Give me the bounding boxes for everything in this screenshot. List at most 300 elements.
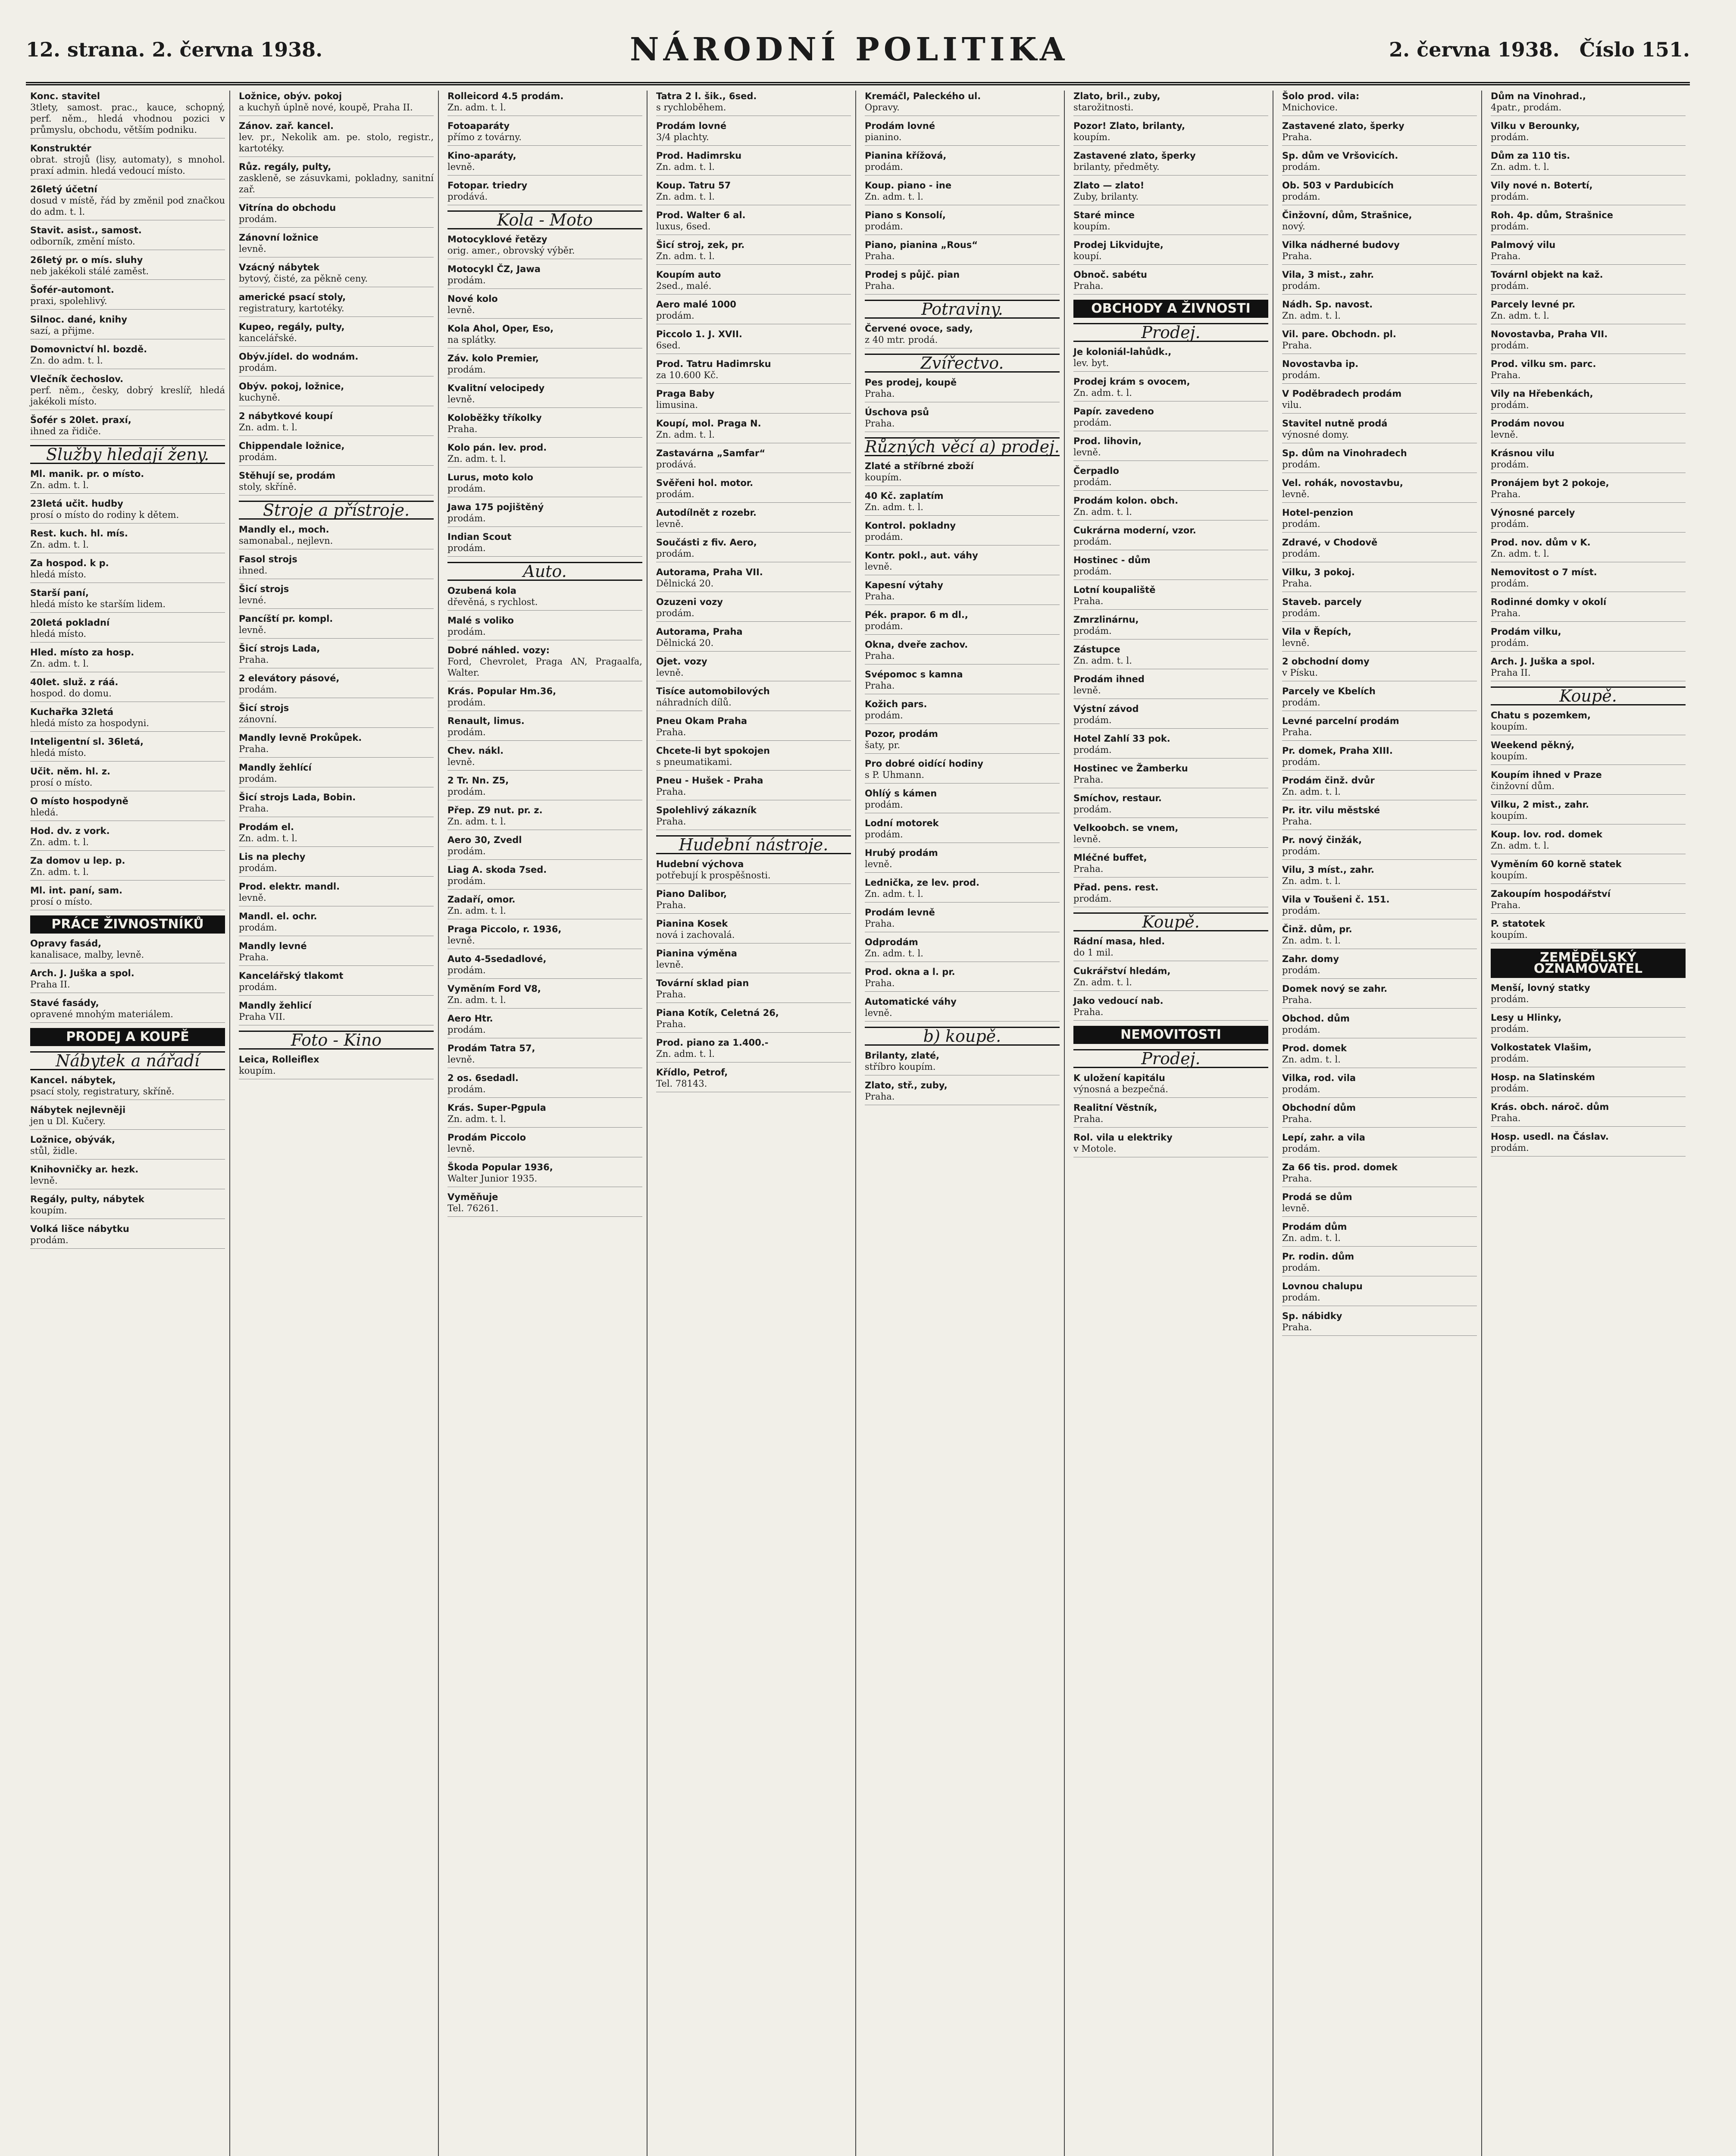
ad-heading: Lurus, moto kolo [447, 472, 533, 483]
ad-heading: Lesy u Hlinky, [1491, 1012, 1562, 1023]
ad-heading: Prodej s půjč. pian [865, 270, 960, 280]
ad-body: prodám. [447, 627, 486, 637]
ad-heading: Růz. regály, pulty, [239, 162, 332, 172]
ad-body: opravené mnohým materiálem. [30, 1009, 173, 1019]
classified-ad [239, 321, 434, 347]
ad-heading: Rádní masa, hled. [1073, 936, 1165, 946]
ad-heading: Zdravé, v Chodově [1282, 537, 1378, 548]
ad-body: Dělnická 20. [656, 638, 714, 648]
classified-ad [865, 150, 1060, 175]
classified-ad [1073, 180, 1268, 205]
classified-ad [1282, 1013, 1477, 1038]
classified-ad [447, 1162, 642, 1187]
ad-body: Zn. adm. t. l. [865, 889, 923, 899]
ad-body: Praha. [656, 1019, 686, 1029]
ad-body: registratury, kartotéky. [239, 303, 344, 313]
ad-heading: Papír. zavedeno [1073, 406, 1154, 417]
classified-ad [1282, 1281, 1477, 1306]
classified-ad [865, 180, 1060, 205]
ad-body: 4patr., prodám. [1491, 102, 1562, 113]
classified-ad [1073, 733, 1268, 758]
ad-body: koupím. [1073, 132, 1110, 142]
ad-body: prodám. [239, 982, 277, 992]
ad-body: koupím. [1491, 811, 1528, 821]
ad-heading: Pr. itr. vilu městské [1282, 805, 1380, 815]
ad-body: prodám. [1491, 221, 1529, 232]
ad-heading: K uložení kapitálu [1073, 1073, 1165, 1083]
ad-heading: Vilka nádherné budovy [1282, 240, 1400, 250]
ad-heading: Křídlo, Petrof, [656, 1067, 728, 1078]
ad-heading: Motocyklové řetězy [447, 234, 547, 244]
ad-body: Zn. adm. t. l. [447, 1114, 506, 1124]
classified-ad [30, 825, 225, 851]
classified-ad [1073, 436, 1268, 461]
ad-heading: Zlato, bril., zuby, [1073, 91, 1160, 101]
ad-heading: Automatické váhy [865, 997, 957, 1007]
ad-heading: Obchod. dům [1282, 1013, 1350, 1024]
ad-body: přímo z továrny. [447, 132, 522, 142]
ad-body: v Motole. [1073, 1144, 1117, 1154]
ad-body: prodám. [1073, 715, 1112, 725]
ad-body: prodám. [447, 1084, 486, 1094]
ad-body: koupím. [1073, 221, 1110, 232]
ad-heading: Pianina výměna [656, 948, 737, 959]
ad-heading: Malé s voliko [447, 615, 514, 626]
ad-heading: Vilka, rod. vila [1282, 1073, 1356, 1083]
ad-heading: Stěhují se, prodám [239, 470, 335, 481]
ad-heading: Vilu, 3 míst., zahr. [1282, 865, 1375, 875]
ad-heading: Sp. nábidky [1282, 1311, 1342, 1321]
ad-heading: 2 os. 6sedadl. [447, 1073, 519, 1083]
ad-heading: Zástupce [1073, 644, 1120, 655]
classified-ad [1282, 953, 1477, 979]
classified-ad [865, 818, 1060, 843]
classified-ad [447, 1102, 642, 1128]
ad-heading: 23letá učit. hudby [30, 498, 123, 509]
section-heading: Zvířectvo. [865, 354, 1060, 373]
classified-ad [1073, 584, 1268, 610]
ad-heading: Chippendale ložnice, [239, 441, 345, 451]
ad-heading: Lotní koupaliště [1073, 585, 1156, 595]
ad-body: prodám. [1491, 132, 1529, 142]
ad-body: ihned. [239, 565, 268, 576]
ad-body: 3tlety, samost. prac., kauce, schopný, perf. něm., hledá vhodnou pozici v průmyslu, obchodu, větším podniku. [30, 102, 225, 135]
column-8 [1486, 91, 1690, 2156]
classified-ad [656, 388, 851, 414]
classified-ad [30, 1104, 225, 1130]
ad-heading: Prodám Piccolo [447, 1132, 526, 1143]
ad-body: Praha. [1073, 774, 1104, 785]
ad-heading: Volká lišce nábytku [30, 1224, 129, 1234]
classified-ad [30, 225, 225, 250]
ad-body: Zn. adm. t. l. [1282, 310, 1341, 321]
ad-body: Zuby, brilanty. [1073, 191, 1139, 202]
ad-body: Zn. adm. t. l. [447, 906, 506, 916]
classified-ad [1491, 1131, 1686, 1156]
ad-heading: Piano s Konsolí, [865, 210, 946, 220]
ad-body: prodám. [1282, 608, 1320, 618]
ad-heading: Červené ovoce, sady, [865, 323, 973, 334]
ad-heading: Koupím ihned v Praze [1491, 770, 1602, 780]
ad-heading: Opravy fasád, [30, 938, 102, 949]
classified-ad [239, 351, 434, 376]
classified-ad [656, 626, 851, 652]
ad-body: koupí. [1073, 251, 1102, 261]
ad-heading: Arch. J. Juška a spol. [1491, 656, 1595, 667]
ad-heading: Za domov u lep. p. [30, 856, 125, 866]
ad-body: prodám. [239, 774, 277, 784]
ad-heading: Prodá se dům [1282, 1192, 1352, 1202]
ad-body: levně. [656, 519, 684, 529]
ad-body: Praha. [1282, 1173, 1312, 1184]
ad-heading: Nemovitost o 7 míst. [1491, 567, 1597, 577]
classified-ad [30, 528, 225, 553]
classified-ad [447, 531, 642, 557]
ad-heading: Rodinné domky v okolí [1491, 597, 1607, 607]
ad-heading: Konc. stavitel [30, 91, 100, 101]
ad-heading: Jako vedoucí nab. [1073, 996, 1164, 1006]
ad-body: do 1 mil. [1073, 947, 1114, 958]
classified-ad [239, 732, 434, 758]
classified-ad [1491, 1101, 1686, 1127]
ad-heading: Hostinec - dům [1073, 555, 1151, 565]
ad-body: hledá. [30, 807, 59, 818]
classified-ad [1282, 269, 1477, 295]
ad-body: prodám. [447, 483, 486, 494]
classified-ad [447, 1132, 642, 1157]
classified-ad [1491, 448, 1686, 473]
ad-heading: Pes prodej, koupě [865, 377, 957, 388]
ad-heading: Pozor, prodám [865, 729, 938, 739]
classified-ad [239, 643, 434, 668]
ad-body: levně. [1491, 429, 1518, 440]
ad-body: levně. [239, 244, 266, 254]
classified-ad [1282, 924, 1477, 949]
classified-ad [1073, 674, 1268, 699]
classified-ad [1073, 376, 1268, 401]
ad-heading: Prodám lovné [656, 121, 727, 131]
ad-body: Praha. [865, 1091, 895, 1102]
classified-ad [239, 970, 434, 996]
ad-heading: Je koloniál-lahůdk., [1073, 347, 1172, 357]
section-banner: NEMOVITOSTI [1073, 1026, 1268, 1044]
ad-body: Praha. [239, 744, 269, 754]
ad-heading: Chev. nákl. [447, 746, 504, 756]
ad-heading: 40 Kč. zaplatím [865, 491, 944, 501]
ad-heading: P. statotek [1491, 918, 1545, 929]
ad-body: prodám. [1491, 1143, 1529, 1153]
classified-ad [865, 120, 1060, 146]
ad-body: levně. [1282, 1203, 1310, 1213]
classified-ad [865, 877, 1060, 903]
ad-body: Zn. adm. t. l. [865, 191, 923, 202]
classified-ad [656, 656, 851, 681]
ad-heading: Realitní Věstník, [1073, 1103, 1157, 1113]
masthead-right [1376, 38, 1690, 61]
ad-body: koupím. [1491, 751, 1528, 761]
ad-body: prodám. [1491, 191, 1529, 202]
classified-ad [1282, 210, 1477, 235]
ad-body: prodám. [865, 829, 903, 840]
classified-ad [656, 1067, 851, 1092]
ad-body: Zn. adm. t. l. [1491, 548, 1549, 559]
ad-heading: Prodám novou [1491, 418, 1565, 429]
classified-ad [239, 940, 434, 966]
ad-body: prodám. [656, 548, 694, 559]
ad-body: Praha. [1282, 1114, 1312, 1124]
classified-ad [1282, 805, 1477, 830]
ad-heading: Ml. manik. pr. o místo. [30, 469, 144, 479]
ad-body: prodám. [1491, 519, 1529, 529]
section-heading: Stroje a přístroje. [239, 501, 434, 520]
ad-heading: Ložnice, obýv. pokoj [239, 91, 342, 101]
ad-body: prodám. [1282, 846, 1320, 856]
ad-body: prodám. [447, 787, 486, 797]
ad-body: Praha. [239, 803, 269, 814]
ad-heading: Hostinec ve Žamberku [1073, 763, 1188, 774]
ad-heading: Zakoupím hospodářství [1491, 889, 1611, 899]
ad-heading: Mléčné buffet, [1073, 852, 1147, 863]
ad-heading: Prod. lihovin, [1073, 436, 1142, 446]
ad-body: prosí o místo. [30, 777, 93, 788]
classified-ad [239, 381, 434, 406]
ad-body: Praha. [865, 651, 895, 661]
ad-body: prodám. [656, 608, 694, 618]
ad-body: prosí o místo. [30, 896, 93, 907]
ad-heading: Zadaří, omor. [447, 894, 516, 905]
ad-body: Praha. [1282, 1322, 1312, 1332]
classified-ad [447, 180, 642, 205]
classified-ad [1282, 180, 1477, 205]
ad-body: koupím. [239, 1065, 276, 1076]
ad-body: Praha. [1282, 727, 1312, 737]
classified-ad [447, 834, 642, 860]
classified-ad [30, 647, 225, 672]
ad-heading: Leica, Rolleiflex [239, 1054, 319, 1065]
classified-ad [30, 254, 225, 280]
ad-heading: Koupí, mol. Praga N. [656, 418, 761, 429]
ad-heading: Autodílnět z rozebr. [656, 508, 757, 518]
ad-heading: Motocykl ČZ, Jawa [447, 264, 541, 274]
ad-body: prodám. [656, 310, 694, 321]
classified-ad [1491, 769, 1686, 795]
ad-heading: Škoda Popular 1936, [447, 1162, 553, 1172]
ad-body: Praha. [1073, 281, 1104, 291]
ad-heading: Okna, dveře zachov. [865, 639, 968, 650]
ad-body: na splátky. [447, 335, 497, 345]
ad-heading: Ojet. vozy [656, 656, 707, 667]
classified-ad [1073, 644, 1268, 669]
classified-ad [30, 1075, 225, 1100]
ad-body: Zn. adm. t. l. [1282, 935, 1341, 946]
ad-heading: Šicí strojs [239, 703, 289, 713]
ad-heading: Rest. kuch. hl. mís. [30, 528, 128, 539]
column-7 [1278, 91, 1482, 2156]
ad-heading: Zlaté a stříbrné zboží [865, 461, 974, 471]
ad-body: levně. [447, 1054, 475, 1065]
ad-heading: Sp. dům ve Vršovicích. [1282, 150, 1398, 161]
classified-ad [1282, 1043, 1477, 1068]
classified-ad [656, 210, 851, 235]
ad-heading: Hotel Zahlí 33 pok. [1073, 733, 1170, 744]
ad-body: Zn. adm. t. l. [30, 658, 89, 669]
ad-heading: Prodám kolon. obch. [1073, 495, 1179, 506]
ad-body: Opravy. [865, 102, 900, 113]
ad-heading: Zastavené zlato, šperky [1073, 150, 1196, 161]
classified-ad [239, 411, 434, 436]
ad-body: s pneumatikami. [656, 757, 732, 767]
ad-body: levně. [1282, 489, 1310, 499]
ad-body: koupím. [30, 1205, 67, 1216]
ad-heading: Výnosné parcely [1491, 508, 1575, 518]
ad-body: Praha. [1073, 1114, 1104, 1124]
ad-body: hledá místo ke starším lidem. [30, 599, 166, 609]
ad-heading: 2 nábytkové koupí [239, 411, 333, 421]
ad-heading: Lodní motorek [865, 818, 939, 828]
ad-heading: 2 obchodní domy [1282, 656, 1370, 667]
classified-ad [447, 1191, 642, 1217]
classified-ad [1073, 852, 1268, 877]
ad-body: Zn. adm. t. l. [656, 191, 715, 202]
ad-heading: Činž. dům, pr. [1282, 924, 1352, 934]
section-heading: Auto. [447, 562, 642, 581]
ad-body: Praha. [1491, 251, 1521, 261]
ad-body: kuchyně. [239, 392, 281, 403]
classified-ad [239, 291, 434, 317]
classified-ad [1282, 239, 1477, 265]
classified-ad [656, 239, 851, 265]
classified-ad [865, 1050, 1060, 1075]
ad-body: obrat. strojů (lisy, automaty), s mnohol. praxí admin. hledá vedoucí místo. [30, 154, 225, 176]
ad-body: prodám. [447, 513, 486, 523]
classified-ad [447, 1043, 642, 1068]
classified-ad [1491, 388, 1686, 414]
ad-heading: Nové kolo [447, 294, 498, 304]
ad-body: Zn. adm. t. l. [656, 1049, 715, 1059]
ad-body: Praha. [865, 918, 895, 929]
ad-heading: Cukrárna moderní, vzor. [1073, 525, 1196, 536]
classified-ad [1282, 418, 1477, 443]
classified-ad [1073, 703, 1268, 729]
classified-ad [865, 377, 1060, 402]
ad-body: prodám. [1491, 1083, 1529, 1094]
classified-ad [1491, 239, 1686, 265]
ad-heading: Vily nové n. Botertí, [1491, 180, 1593, 191]
ad-body: Praha II. [1491, 667, 1531, 678]
classified-ad [30, 1223, 225, 1249]
classified-ad [1282, 1162, 1477, 1187]
classified-ad [865, 847, 1060, 873]
ad-body: Praha. [1282, 340, 1312, 351]
ad-body: Tel. 76261. [447, 1203, 499, 1213]
ad-body: levně. [865, 859, 892, 869]
classified-ad [656, 948, 851, 973]
classified-ad [30, 498, 225, 523]
ad-heading: Odprodám [865, 937, 918, 947]
ad-body: prodám. [447, 846, 486, 856]
classified-ad [447, 120, 642, 146]
ad-heading: Prodám dům [1282, 1222, 1347, 1232]
ad-body: prodám. [865, 162, 903, 172]
ad-body: prodám. [1282, 697, 1320, 708]
classified-ad [30, 1134, 225, 1159]
ad-heading: Pneu - Hušek - Praha [656, 775, 763, 786]
classified-ad [1491, 299, 1686, 324]
ad-body: stoly, skříně. [239, 482, 297, 492]
classified-ad [656, 567, 851, 592]
ad-heading: Prodám levně [865, 907, 935, 918]
ad-heading: Zánov. zař. kancel. [239, 121, 334, 131]
ad-body: Praha. [1282, 816, 1312, 827]
ad-body: kanalisace, malby, levně. [30, 950, 144, 960]
ad-body: Zn. adm. t. l. [656, 429, 715, 440]
ad-heading: Zlato, stř., zuby, [865, 1080, 948, 1091]
ad-body: prodám. [1491, 459, 1529, 470]
classified-ad [1491, 358, 1686, 384]
ad-heading: Kožich pars. [865, 699, 927, 709]
ad-body: Zn. adm. t. l. [447, 454, 506, 464]
ad-body: prodám. [865, 621, 903, 631]
ad-body: 6sed. [656, 340, 681, 351]
ad-body: z 40 mtr. prodá. [865, 335, 938, 345]
ad-heading: Prodám ihned [1073, 674, 1145, 684]
ad-heading: Vilku v Berounky, [1491, 121, 1580, 131]
ad-body: prodám. [1491, 578, 1529, 589]
ad-heading: Smíchov, restaur. [1073, 793, 1162, 803]
ad-heading: Nábytek nejlevněji [30, 1105, 126, 1115]
ad-body: Zn. adm. t. l. [30, 480, 89, 490]
classified-ad [447, 686, 642, 711]
column-1 [26, 91, 230, 2156]
ad-heading: Stavit. asist., samost. [30, 225, 142, 235]
classified-ad [30, 373, 225, 410]
ad-heading: Lis na plechy [239, 852, 306, 862]
ad-heading: Vyměním Ford V8, [447, 984, 541, 994]
classified-ad [1073, 965, 1268, 991]
classified-ad [1491, 91, 1686, 116]
classified-ad [865, 323, 1060, 348]
ad-body: Praha. [865, 680, 895, 691]
ad-body: prodám. [656, 489, 694, 499]
ad-body: stůl, židle. [30, 1146, 78, 1156]
classified-ad [447, 924, 642, 949]
ad-body: Praha II. [30, 979, 70, 990]
ad-heading: Zánovní ložnice [239, 232, 319, 243]
ad-heading: Šolo prod. vila: [1282, 91, 1360, 101]
ad-heading: Šofér-automont. [30, 285, 114, 295]
ad-body: prodám. [30, 1235, 69, 1245]
classified-ad [656, 150, 851, 175]
ad-body: levně. [447, 1144, 475, 1154]
ad-body: prodám. [1282, 459, 1320, 470]
ad-body: levně. [30, 1175, 58, 1186]
ad-heading: Auto 4-5sedadlové, [447, 954, 547, 964]
ad-body: levně. [865, 1008, 892, 1018]
ad-heading: Chcete-li byt spokojen [656, 746, 770, 756]
issue-number: Číslo 151. [1579, 38, 1690, 61]
classified-ad [30, 677, 225, 702]
classified-ad [656, 329, 851, 354]
ad-body: výnosné domy. [1282, 429, 1349, 440]
classified-ad [1491, 982, 1686, 1008]
ad-body: Zn. do adm. t. l. [30, 355, 103, 366]
column-4 [652, 91, 856, 2156]
ad-heading: Hod. dv. z vork. [30, 826, 110, 836]
ad-heading: Kvalitní velocipedy [447, 383, 545, 393]
ad-body: luxus, 6sed. [656, 221, 711, 232]
classified-ad [1282, 775, 1477, 800]
classified-ad [1282, 1072, 1477, 1098]
